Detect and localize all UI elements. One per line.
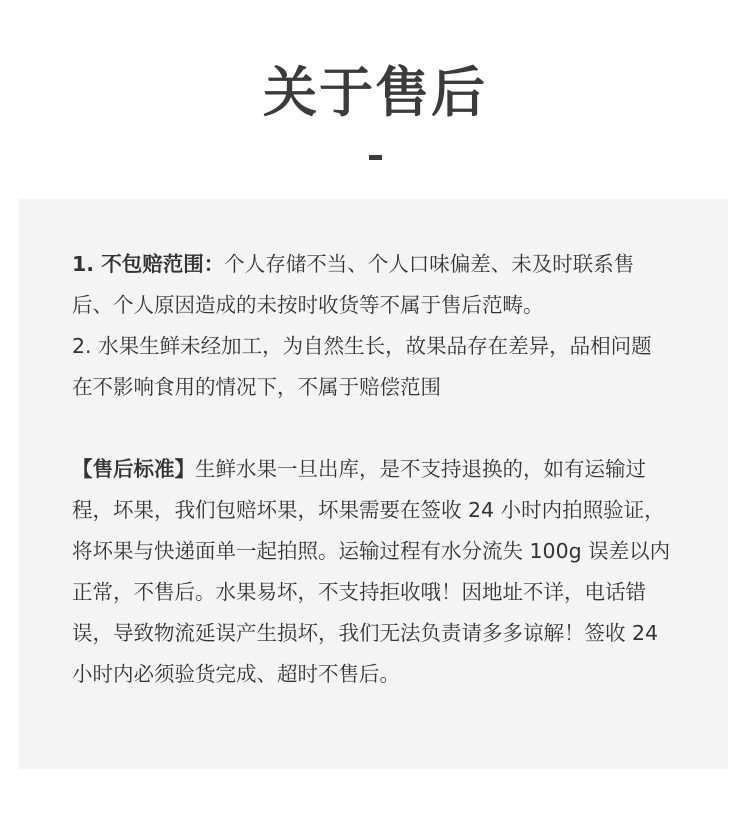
standard-text: 生鲜水果一旦出库，是不支持退换的，如有运输过程，坏果，我们包赔坏果，坏果需要在签收 24 小时内拍照验证，将坏果与快递面单一起拍照。运输过程有水分流失 100g 误差以内正常，不售后。水果易坏，不支持拒收哦！因地址不详，电话错误，导致物流延误产生损坏，我们无法负责请多多谅解！签收 24 小时内必须验货完成、超时不售后。 xyxy=(72,457,671,686)
standard-paragraph xyxy=(72,449,672,695)
exclusion-label: 1. 不包赔范围： xyxy=(72,252,225,276)
after-sales-content xyxy=(72,244,672,695)
quality-paragraph: 2. 水果生鲜未经加工，为自然生长，故果品存在差异，品相问题在不影响食用的情况下，不属于赔偿范围 xyxy=(72,334,652,399)
title-divider xyxy=(369,155,382,160)
page-title: 关于售后 xyxy=(263,61,487,124)
exclusion-text: 个人存储不当、个人口味偏差、未及时联系售后、个人原因造成的未按时收货等不属于售后范畴。 xyxy=(72,252,635,317)
standard-label: 【售后标准】 xyxy=(72,457,195,481)
paragraph-gap xyxy=(72,408,672,449)
exclusion-paragraph xyxy=(72,244,672,326)
